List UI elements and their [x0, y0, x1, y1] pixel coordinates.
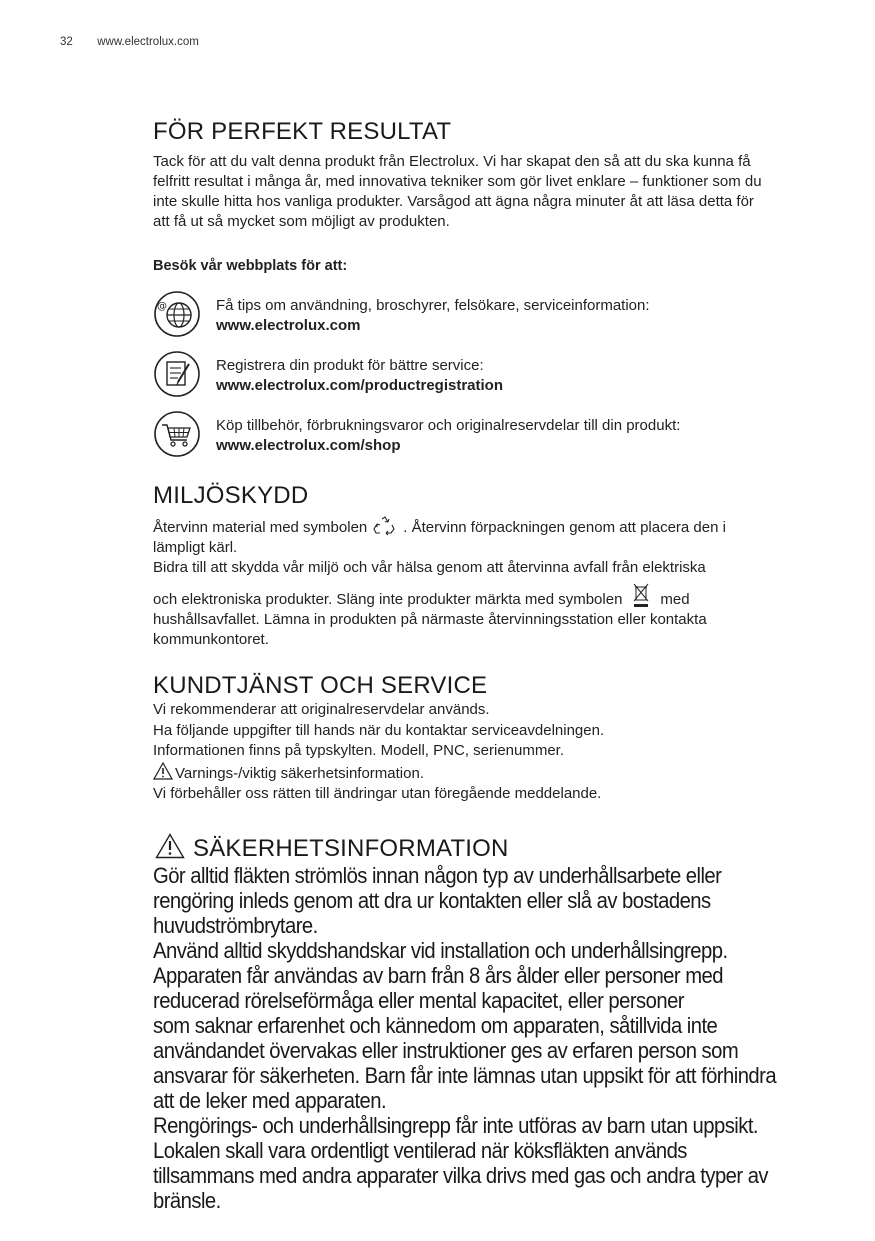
- environment-line: hushållsavfallet. Lämna in produkten på närmaste återvinningsstation eller kontakta: [153, 611, 707, 628]
- intro-text: [153, 152, 843, 232]
- service-line: Informationen finns på typskylten. Modell, PNC, serienummer.: [153, 742, 565, 759]
- safety-line: att de leker med apparaten.: [153, 1087, 387, 1113]
- service-line: [153, 762, 843, 785]
- safety-line: ansvarar för säkerheten. Barn får inte lämnas utan uppsikt för att förhindra: [153, 1062, 777, 1088]
- safety-title-text: SÄKERHETSINFORMATION: [193, 834, 509, 862]
- warning-icon: [155, 833, 185, 859]
- link-text: Köp tillbehör, förbrukningsvaror och originalreservdelar till din produkt:: [216, 417, 681, 434]
- intro-line: felfritt resultat i många år, med innovativa tekniker som gör livet enklare – funktioner som du: [153, 173, 762, 190]
- safety-line: bränsle.: [153, 1187, 221, 1213]
- intro-line: Tack för att du valt denna produkt från Electrolux. Vi har skapat den så att du ska kunna få: [153, 153, 751, 170]
- link-url[interactable]: www.electrolux.com: [216, 317, 361, 334]
- safety-line: som saknar erfarenhet och kännedom om apparaten, såtillvida inte: [153, 1012, 718, 1038]
- safety-line: Lokalen skall vara ordentligt ventilerad när köksfläkten används: [153, 1137, 687, 1163]
- intro-line: inte skulle hitta hos vanliga produkter. Varsågod att ägna några minuter åt att läsa detta för: [153, 193, 754, 210]
- intro-line: att få ut så mycket som möjligt av produkten.: [153, 213, 450, 230]
- service-section: [153, 672, 843, 805]
- header-website[interactable]: www.electrolux.com: [97, 36, 199, 48]
- link-url[interactable]: www.electrolux.com/shop: [216, 437, 401, 454]
- intro-title: FÖR PERFEKT RESULTAT: [153, 118, 452, 145]
- page-content: [153, 118, 843, 1213]
- link-item-register: [153, 350, 843, 410]
- link-item-shop: [153, 410, 843, 470]
- environment-title: MILJÖSKYDD: [153, 482, 309, 509]
- page-number: 32: [60, 36, 73, 48]
- safety-body: [153, 863, 846, 1213]
- environment-section: [153, 482, 843, 650]
- link-list: [153, 290, 843, 470]
- recycle-icon: [373, 516, 397, 536]
- warning-icon: [153, 762, 173, 780]
- safety-title: [153, 833, 843, 863]
- safety-line: huvudströmbrytare.: [153, 912, 318, 938]
- register-icon: [153, 350, 201, 398]
- safety-line: tillsammans med andra apparater vilka drivs med gas och andra typer av: [153, 1162, 769, 1188]
- safety-line: Använd alltid skyddshandskar vid installation och underhållsingrepp.: [153, 937, 728, 963]
- link-text: Registrera din produkt för bättre service:: [216, 357, 484, 374]
- safety-line: användandet övervakas eller instruktioner ges av erfaren person som: [153, 1037, 739, 1063]
- svg-text:@: @: [157, 301, 167, 312]
- safety-line: Rengörings- och underhållsingrepp får inte utföras av barn utan uppsikt.: [153, 1112, 759, 1138]
- crossed-bin-icon: [632, 582, 650, 608]
- environment-line: Bidra till att skydda vår miljö och vår hälsa genom att återvinna avfall från elektriska: [153, 559, 706, 576]
- environment-line: kommunkontoret.: [153, 631, 269, 648]
- environment-line: [153, 582, 843, 610]
- safety-section: [153, 833, 843, 1213]
- visit-heading: Besök vår webbplats för att:: [153, 258, 348, 274]
- environment-text: Återvinn material med symbolen: [153, 519, 368, 536]
- safety-line: rengöring inleds genom att dra ur kontakten eller slå av bostadens: [153, 887, 711, 913]
- safety-line: Gör alltid fläkten strömlös innan någon typ av underhållsarbete eller: [153, 862, 722, 888]
- environment-text: . Återvinn förpackningen genom att placera den i: [403, 519, 726, 536]
- service-line: Vi förbehåller oss rätten till ändringar utan föregående meddelande.: [153, 785, 602, 802]
- service-line: Vi rekommenderar att originalreservdelar används.: [153, 701, 490, 718]
- service-title: KUNDTJÄNST OCH SERVICE: [153, 672, 488, 699]
- environment-text: och elektroniska produkter. Släng inte produkter märkta med symbolen: [153, 591, 623, 608]
- link-url[interactable]: www.electrolux.com/productregistration: [216, 377, 503, 394]
- safety-line: reducerad rörelseförmåga eller mental kapacitet, eller personer: [153, 987, 685, 1013]
- environment-text: med: [660, 591, 690, 608]
- link-text: Få tips om användning, broschyrer, felsökare, serviceinformation:: [216, 297, 650, 314]
- page-header: [60, 36, 199, 48]
- service-line: Ha följande uppgifter till hands när du kontaktar serviceavdelningen.: [153, 721, 605, 739]
- environment-line: [153, 516, 843, 538]
- globe-icon: [153, 290, 201, 338]
- service-text: Varnings-/viktig säkerhetsinformation.: [175, 764, 424, 782]
- cart-icon: [153, 410, 201, 458]
- environment-line: lämpligt kärl.: [153, 539, 238, 556]
- safety-line: Apparaten får användas av barn från 8 års ålder eller personer med: [153, 962, 723, 988]
- link-item-tips: [153, 290, 843, 350]
